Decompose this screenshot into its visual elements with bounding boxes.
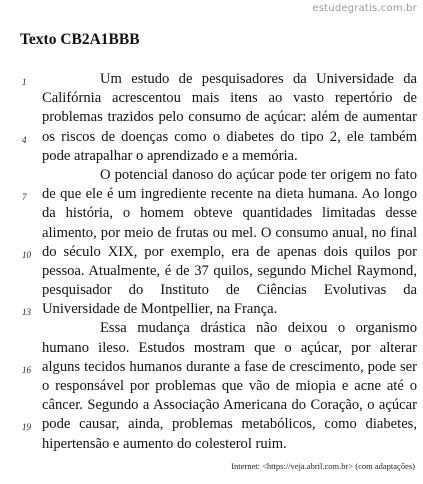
text-line [42, 377, 417, 396]
text-body [22, 70, 417, 454]
line-text: O potencial danoso do açúcar pode ter origem no fato [100, 166, 417, 183]
line-text: o responsável por problemas que vão de miopia e acne até o [42, 378, 417, 394]
line-text: pesquisador do Instituto de Ciências Evolutivas da [42, 282, 417, 299]
text-line [42, 435, 417, 454]
line-text: pessoa. Atualmente, é de 37 quilos, segundo Michel Raymond, [42, 262, 417, 279]
text-line [42, 319, 417, 338]
line-text: hipertensão e aumento do colesterol ruim. [42, 435, 287, 452]
line-text: humano ileso. Estudos mostram que o açúcar, por alterar [42, 339, 417, 356]
source-citation: Internet: <https://veja.abril.com.br> (com adaptações) [231, 461, 415, 471]
text-line [22, 358, 417, 377]
text-line [42, 147, 417, 166]
text-line [22, 415, 417, 434]
line-text: câncer. Segundo a Associação Americana do Coração, o açúcar [42, 397, 417, 414]
line-number: 4 [22, 134, 27, 145]
text-line [42, 89, 417, 108]
line-number: 7 [22, 192, 27, 203]
line-text: Universidade de Montpellier, na França. [42, 301, 278, 318]
line-text: de que ele é um ingrediente recente na dieta humana. Ao longo [42, 186, 417, 203]
line-text: do século XIX, por exemplo, era de apenas dois quilos por [42, 243, 417, 260]
text-line [22, 185, 417, 204]
text-line [42, 108, 417, 127]
line-text: pode atrapalhar o aprendizado e a memória. [42, 147, 298, 164]
text-line [22, 300, 417, 319]
line-text: os riscos de doenças como o diabetes do tipo 2, ele também [42, 128, 417, 145]
line-text: pode causar, ainda, problemas metabólicos, como diabetes, [42, 416, 417, 433]
text-line [42, 166, 417, 185]
line-text: alguns tecidos humanos durante a fase de crescimento, pode ser [42, 358, 417, 375]
line-text: Um estudo de pesquisadores da Universidade da [100, 71, 417, 87]
line-number: 13 [22, 307, 31, 318]
text-line [22, 243, 417, 262]
text-line [42, 281, 417, 300]
text-line [42, 224, 417, 243]
line-number: 1 [22, 77, 27, 87]
document-title: Texto CB2A1BBB [20, 31, 140, 48]
text-line [42, 262, 417, 281]
text-line [42, 339, 417, 358]
line-number: 16 [22, 364, 31, 375]
line-text: alimento, por meio de frutas ou mel. O consumo anual, no final [42, 224, 417, 241]
line-text: da história, o homem obteve quantidades limitadas desse [42, 205, 417, 222]
text-line [22, 128, 417, 147]
line-text: Califórnia acrescentou mais itens ao vasto repertório de [42, 90, 417, 107]
line-number: 19 [22, 422, 31, 433]
line-text: problemas trazidos pelo consumo de açúcar: além de aumentar [42, 109, 417, 126]
watermark-text: estudegratis.com.br [312, 3, 417, 14]
line-text: Essa mudança drástica não deixou o organismo [100, 320, 417, 337]
text-line [22, 70, 417, 89]
text-line [42, 204, 417, 223]
text-line [42, 396, 417, 415]
line-number: 10 [22, 249, 31, 260]
